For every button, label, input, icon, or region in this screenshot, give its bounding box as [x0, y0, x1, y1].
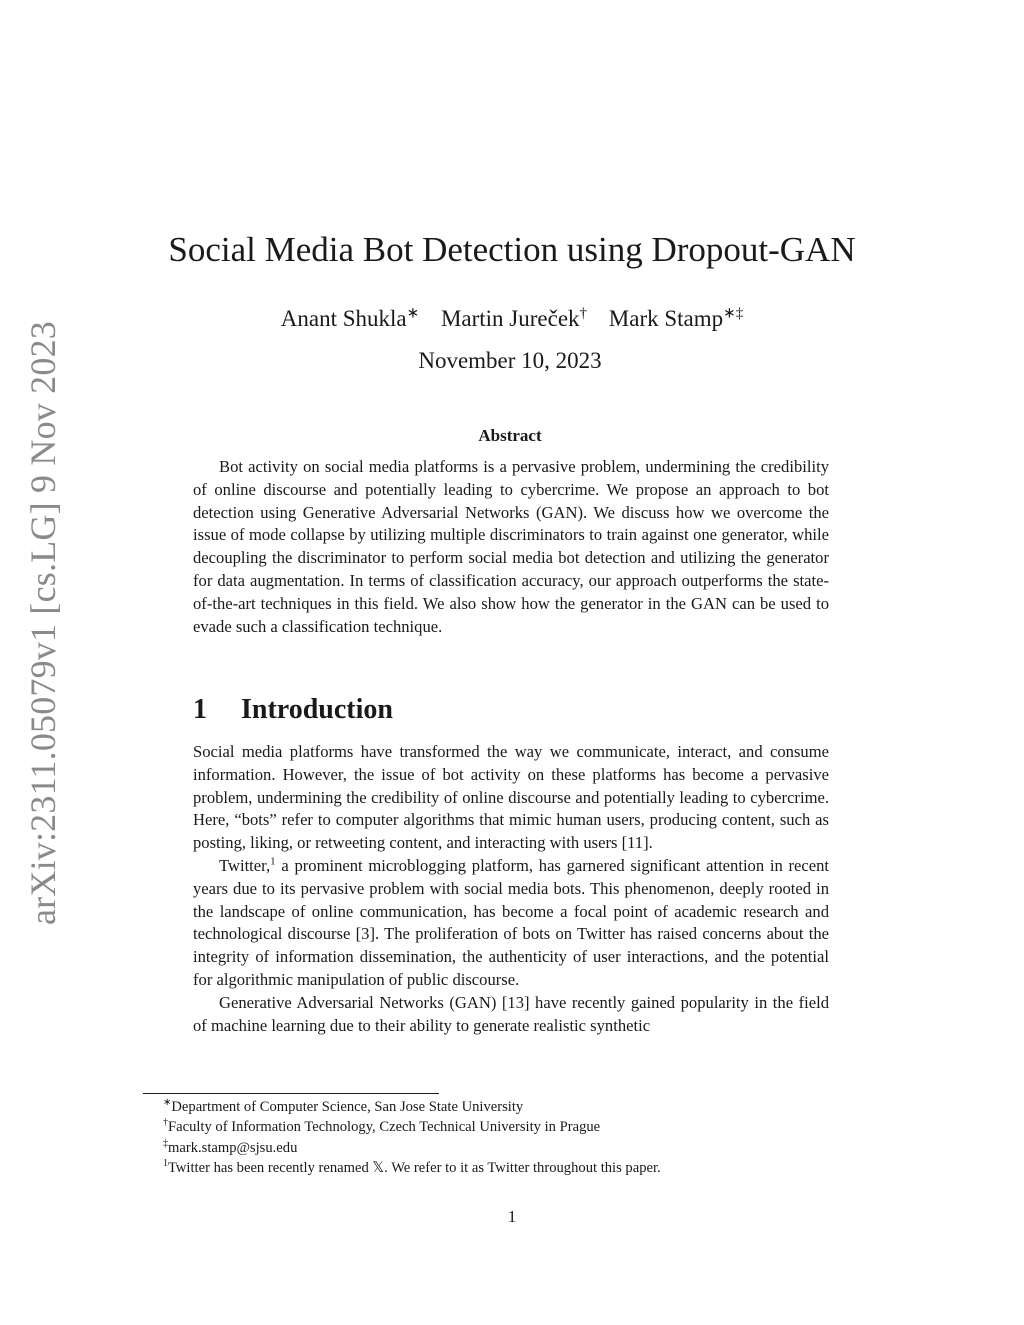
- abstract-heading: Abstract: [478, 426, 542, 445]
- footnote: [163, 1138, 863, 1158]
- page-number: 1: [507, 1207, 517, 1226]
- section-title: Introduction: [241, 694, 393, 725]
- footnote-rule: [143, 1093, 439, 1094]
- section-body: [193, 741, 829, 1037]
- footnote-text: Twitter has been recently renamed 𝕏. We refer to it as Twitter throughout this paper.: [168, 1159, 661, 1176]
- paragraph: Generative Adversarial Networks (GAN) [13] have recently gained popularity in the field of machine learning due to their ability to generate realistic synthetic: [193, 992, 829, 1035]
- paragraph-lead: Twitter,: [219, 855, 271, 875]
- author-affiliation-mark: ∗‡: [723, 305, 744, 321]
- author: [609, 306, 743, 331]
- abstract-text: Bot activity on social media platforms is a pervasive problem, undermining the credibility of online discourse and potentially leading to cybercrime. We propose an approach to bot detection using Generative Adversarial Networks (GAN). We discuss how we overcome the issue of mode collapse by utilizing multiple discriminators to train against one generator, while decoupling the discriminator to perform social media bot detection and utilizing the generator for data augmentation. In terms of classification accuracy, our approach outperforms the state-of-the-art techniques in this field. We also show how the generator in the GAN can be used to evade such a classification technique.: [193, 457, 829, 636]
- footnote-text: Faculty of Information Technology, Czech Technical University in Prague: [168, 1119, 601, 1136]
- footnote: [163, 1097, 863, 1117]
- paragraph: Social media platforms have transformed the way we communicate, interact, and consume information. However, the issue of bot activity on these platforms has become a pervasive problem, undermining the credibility of online discourse and potentially leading to cybercrime. Here, “bots” refer to computer algorithms that mimic human users, producing content, such as posting, liking, or retweeting content, and interacting with users [11].: [193, 742, 829, 853]
- footnote-mark: ‡: [163, 1137, 168, 1149]
- footnote: [163, 1158, 863, 1178]
- author-list: [180, 298, 844, 334]
- author-affiliation-mark: †: [579, 305, 588, 321]
- footnote: [163, 1117, 863, 1137]
- author-name: Mark Stamp: [608, 305, 724, 331]
- author: [281, 306, 419, 331]
- paragraph: [193, 855, 829, 992]
- section-number: 1: [193, 694, 207, 725]
- footnote-mark: ∗: [163, 1097, 172, 1109]
- footnotes: [163, 1097, 863, 1178]
- footnote-ref[interactable]: 1: [270, 855, 276, 868]
- paper-title: Social Media Bot Detection using Dropout-GAN: [168, 230, 856, 269]
- publication-date: November 10, 2023: [418, 348, 602, 373]
- author-name: Martin Jureček: [440, 305, 580, 331]
- section-heading: [193, 692, 793, 728]
- footnote-mark: 1: [163, 1158, 168, 1170]
- author: [441, 306, 587, 331]
- footnote-text: Department of Computer Science, San Jose State University: [171, 1099, 524, 1115]
- author-name: Anant Shukla: [280, 305, 407, 331]
- paragraph-text: a prominent microblogging platform, has garnered significant attention in recent years due to its pervasive problem with social media bots. This phenomenon, deeply rooted in the landscape of online communication, has become a focal point of academic research and technological discourse [3]. The proliferation of bots on Twitter has raised concerns about the integrity of information dissemination, the authenticity of user interactions, and the potential for algorithmic manipulation of public discourse.: [193, 855, 829, 989]
- footnote-mark: †: [163, 1117, 168, 1129]
- footnote-email[interactable]: mark.stamp@sjsu.edu: [168, 1139, 298, 1156]
- author-affiliation-mark: ∗: [406, 305, 420, 321]
- arxiv-identifier: arXiv:2311.05079v1 [cs.LG] 9 Nov 2023: [23, 321, 63, 925]
